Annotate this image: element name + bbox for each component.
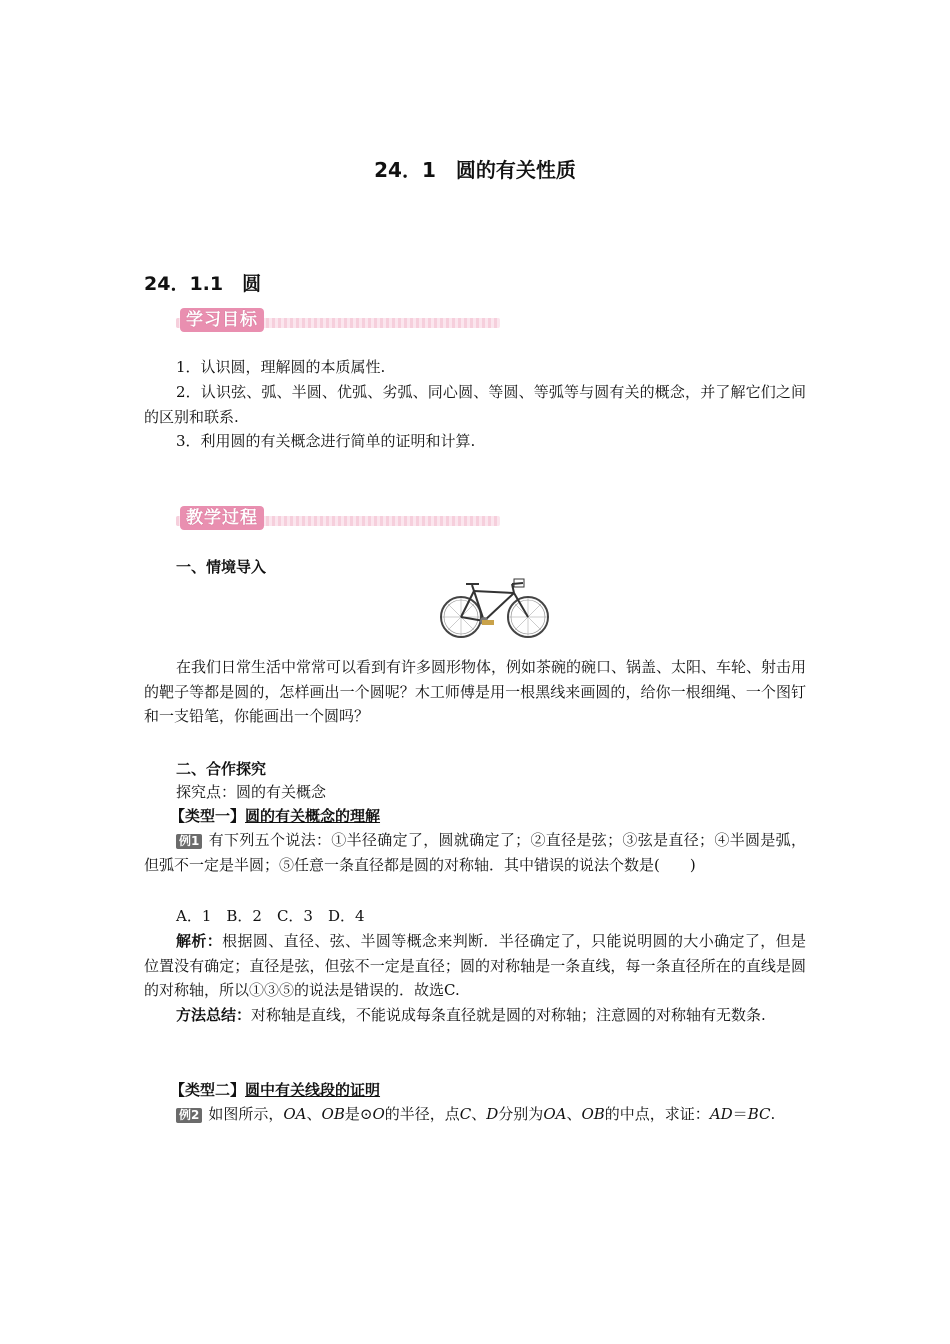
segment-ob: OB (581, 1105, 605, 1123)
goal-item: 2．认识弦、弧、半圆、优弧、劣弧、同心圆、等圆、等弧等与圆有关的概念，并了解它们之间的区别和联系. (144, 383, 806, 426)
point-o: O (372, 1105, 385, 1123)
example1-text: 有下列五个说法：①半径确定了，圆就确定了；②直径是弦；③弦是直径；④半圆是弧，但弧不一定是半圆；⑤任意一条直径都是圆的对称轴．其中错误的说法个数是( ) (144, 831, 806, 874)
analysis-paragraph (144, 929, 806, 1003)
learning-goals-label: 学习目标 (180, 308, 264, 332)
example2-text: 的半径，点 (384, 1105, 460, 1123)
bicycle-image (432, 577, 554, 639)
learning-goals-banner (176, 310, 500, 332)
explore-point: 探究点：圆的有关概念 (176, 783, 327, 801)
goal-item: 1．认识圆，理解圆的本质属性. (176, 358, 386, 376)
segment-ad: AD (709, 1105, 733, 1123)
type1-bracket: 【类型一】 (170, 807, 246, 825)
example2-text: 分别为 (498, 1105, 544, 1123)
summary-paragraph (144, 1003, 806, 1028)
example2-text: . (770, 1105, 776, 1123)
type1-title: 圆的有关概念的理解 (245, 807, 381, 825)
example2-question (144, 1102, 806, 1127)
summary-label: 方法总结： (176, 1006, 252, 1024)
example2-text: 的中点，求证： (604, 1105, 710, 1123)
segment-bc: BC (747, 1105, 771, 1123)
type2-bracket: 【类型二】 (170, 1081, 246, 1099)
example1-badge: 例1 (176, 834, 202, 849)
segment-ob: OB (321, 1105, 345, 1123)
goal-item: 3．利用圆的有关概念进行简单的证明和计算. (176, 432, 476, 450)
point-c: C (459, 1105, 472, 1123)
example2-text: 、 (566, 1105, 582, 1123)
analysis-text: 根据圆、直径、弦、半圆等概念来判断．半径确定了，只能说明圆的大小确定了，但是位置没有确定；直径是弦，但弦不一定是直径；圆的对称轴是一条直线，每一条直径所在的直线是圆的对称轴，所以①③⑤的说法是错误的．故选C. (144, 932, 806, 999)
example2-text: 、 (306, 1105, 322, 1123)
type2-heading (170, 1079, 380, 1100)
example1-question (144, 828, 806, 877)
example1-options: A．1 B．2 C．3 D．4 (176, 907, 365, 925)
example2-text: 、 (471, 1105, 487, 1123)
type2-title: 圆中有关线段的证明 (245, 1081, 381, 1099)
example2-text: ＝ (732, 1105, 748, 1123)
subsection-title: 24．1.1 圆 (144, 273, 262, 295)
example2-text: 是⊙ (344, 1105, 373, 1123)
analysis-label: 解析： (176, 932, 223, 950)
example2-text: 如图所示， (208, 1105, 284, 1123)
section-title-intro: 一、情境导入 (176, 558, 267, 576)
teaching-process-banner (176, 508, 500, 530)
page-title: 24．1 圆的有关性质 (374, 158, 576, 182)
example2-badge: 例2 (176, 1108, 202, 1123)
type1-heading (170, 805, 380, 826)
teaching-process-label: 教学过程 (180, 506, 264, 530)
intro-paragraph: 在我们日常生活中常常可以看到有许多圆形物体，例如茶碗的碗口、锅盖、太阳、车轮、射击用的靶子等都是圆的，怎样画出一个圆呢？木工师傅是用一根黑线来画圆的，给你一根细绳、一个图钉和一支铅笔，你能画出一个圆吗？ (144, 658, 807, 725)
segment-oa: OA (543, 1105, 567, 1123)
section-title-explore: 二、合作探究 (176, 760, 267, 778)
summary-text: 对称轴是直线，不能说成每条直径就是圆的对称轴；注意圆的对称轴有无数条. (251, 1006, 766, 1024)
segment-oa: OA (283, 1105, 307, 1123)
point-d: D (486, 1105, 499, 1123)
